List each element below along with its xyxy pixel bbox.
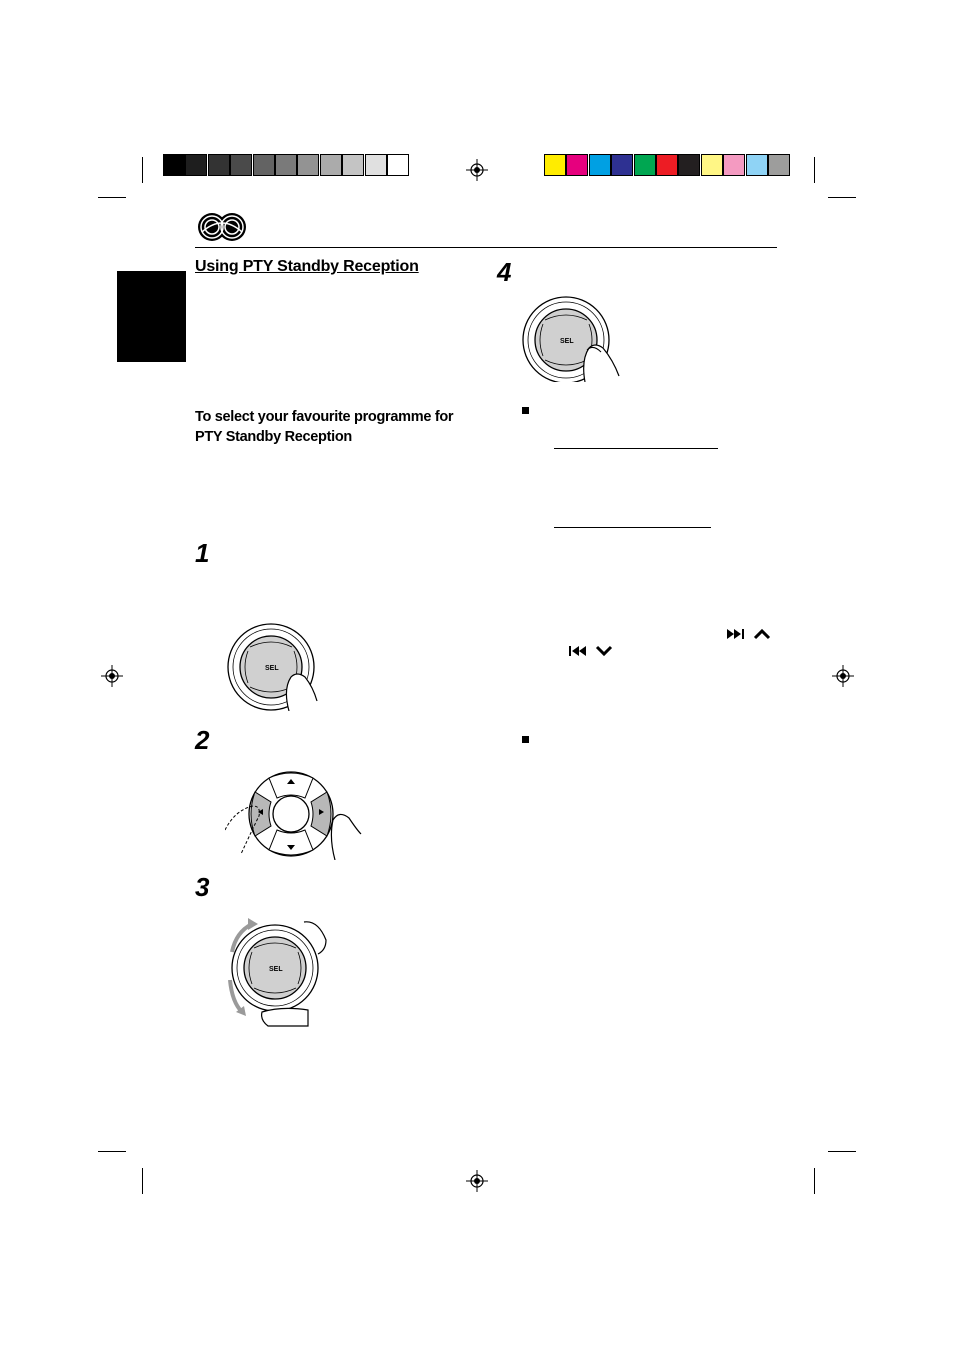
bullet-marker xyxy=(522,736,529,743)
control-knob-rotate-illustration xyxy=(222,918,337,1030)
calibration-swatch xyxy=(768,154,790,176)
crop-mark xyxy=(814,1168,815,1194)
crop-mark xyxy=(98,197,126,198)
step-number: 1 xyxy=(195,538,210,568)
registration-mark-icon xyxy=(466,1170,488,1192)
calibration-swatch xyxy=(342,154,364,176)
calibration-swatch xyxy=(544,154,566,176)
section-heading: Using PTY Standby Reception xyxy=(195,258,419,275)
registration-mark-icon xyxy=(832,665,854,687)
crop-mark xyxy=(142,157,143,183)
crop-mark xyxy=(814,157,815,183)
step-number: 3 xyxy=(195,872,210,902)
subsection-heading: To select your favourite programme for PTY Standby Reception xyxy=(195,409,454,445)
next-track-icon xyxy=(727,629,749,639)
knob-label: SEL xyxy=(269,966,283,973)
crop-mark xyxy=(828,197,856,198)
calibration-swatch xyxy=(589,154,611,176)
rds-logo-icon xyxy=(196,210,248,244)
calibration-swatch xyxy=(678,154,700,176)
control-knob-press-illustration xyxy=(515,290,635,382)
bullet-marker xyxy=(522,407,529,414)
control-knob-press-illustration xyxy=(225,615,320,711)
crop-mark xyxy=(828,1151,856,1152)
calibration-swatch xyxy=(253,154,275,176)
calibration-swatch xyxy=(297,154,319,176)
calibration-swatch xyxy=(723,154,745,176)
step-number: 4 xyxy=(497,257,512,287)
directional-pad-illustration xyxy=(225,770,365,860)
knob-label: SEL xyxy=(265,665,279,672)
calibration-swatch xyxy=(566,154,588,176)
calibration-swatch xyxy=(230,154,252,176)
calibration-swatch xyxy=(320,154,342,176)
underline-rule xyxy=(554,527,711,528)
underline-rule xyxy=(554,448,718,449)
calibration-swatch xyxy=(701,154,723,176)
crop-mark xyxy=(142,1168,143,1194)
calibration-swatch xyxy=(611,154,633,176)
calibration-swatch xyxy=(163,154,185,176)
crop-mark xyxy=(98,1151,126,1152)
calibration-swatch xyxy=(208,154,230,176)
chevron-down-icon xyxy=(595,645,613,657)
calibration-swatch xyxy=(387,154,409,176)
calibration-swatch xyxy=(275,154,297,176)
calibration-swatch xyxy=(656,154,678,176)
chevron-up-icon xyxy=(753,628,771,640)
step-number: 2 xyxy=(195,725,210,755)
knob-label: SEL xyxy=(560,338,574,345)
registration-mark-icon xyxy=(466,159,488,181)
calibration-swatch xyxy=(365,154,387,176)
language-tab xyxy=(117,271,186,362)
calibration-swatch xyxy=(634,154,656,176)
calibration-swatch xyxy=(185,154,207,176)
section-rule xyxy=(195,247,777,248)
prev-track-icon xyxy=(569,646,591,656)
registration-mark-icon xyxy=(101,665,123,687)
calibration-swatch xyxy=(746,154,768,176)
